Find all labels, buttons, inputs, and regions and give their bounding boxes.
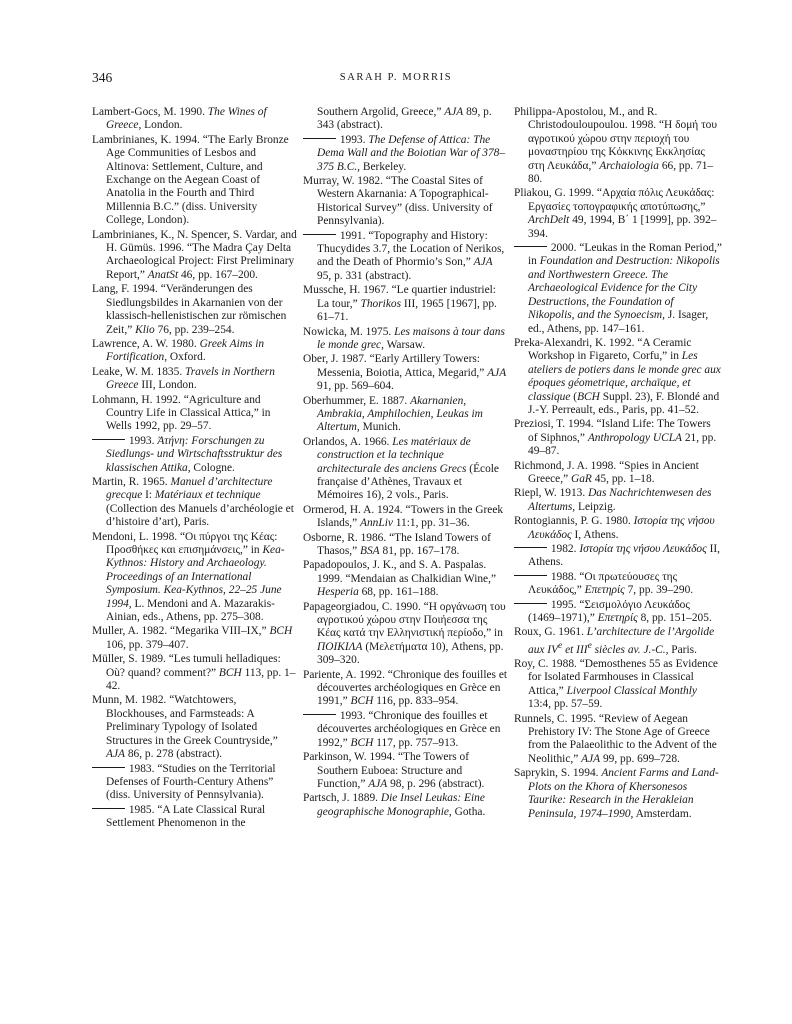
entry-author: Lambert-Gocs, M. 1990. xyxy=(92,106,205,118)
entry-text: “Chronique des fouilles et découvertes archéologiques en Grèce en 1991,” BCH 116, pp. 833–954. xyxy=(317,668,508,708)
entry-text: “Spies in Ancient Greece,” GaR 45, pp. 1–18. xyxy=(528,459,699,485)
entry-author: Müller, S. 1989. xyxy=(92,653,166,666)
bibliography-entry xyxy=(303,353,508,393)
entry-text: “Η οργάνωση του αγροτικού χώρου στην Ποιήεσσα της Κέας κατά την Ελληνιστική περίοδο,” in ΠΟΙΚΙΛΑ (Μελετήματα 10), Athens, pp. 309–320. xyxy=(317,600,506,667)
bibliography-entry xyxy=(303,792,508,819)
same-author-dash xyxy=(514,246,547,247)
entry-author: Lohmann, H. 1992. xyxy=(92,393,181,406)
entry-text: “Review of Aegean Prehistory IV: The Stone Age of Greece from the Palaeolithic to the Advent of the Neolithic,” AJA 99, pp. 699–728. xyxy=(528,712,717,765)
same-author-dash xyxy=(514,547,547,548)
entry-text: “The Early Bronze Age Communities of Lesbos and Altinova: Settlement, Culture, and Exchange on the Aegean Coast of Anatolia in the Fourth and Third Millennia B.C.” (diss. University College, London). xyxy=(106,133,289,227)
bibliography-entry xyxy=(303,710,508,750)
bibliography-entry xyxy=(303,134,508,174)
bibliography-entry xyxy=(303,559,508,599)
bibliography-entry xyxy=(303,601,508,668)
entry-text: “Veränderungen des Siedlungsbildes in Akarnanien von der klassisch-hellenistischen zur römischen Zeit,” Klio 76, pp. 239–254. xyxy=(106,283,287,336)
bibliography-entry xyxy=(514,187,722,241)
entry-author: Oberhummer, E. 1887. xyxy=(303,394,408,407)
entry-text: 1985. “A Late Classical Rural Settlement Phenomenon in the xyxy=(106,803,266,830)
entry-author: Mussche, H. 1967. xyxy=(303,284,389,297)
bibliography-entry xyxy=(514,337,722,417)
bibliography-entry xyxy=(303,669,508,709)
entry-text: “Agriculture and Country Life in Classical Attica,” in Wells 1992, pp. 29–57. xyxy=(106,393,271,433)
bibliography-entry xyxy=(514,515,722,542)
entry-author: Ormerod, H. A. 1924. xyxy=(303,503,403,516)
entry-author: Muller, A. 1982. xyxy=(92,625,168,638)
bibliography-entry xyxy=(92,531,297,625)
entry-text: “Les tumuli helladiques: Où? quand? comment?” BCH 113, pp. 1–42. xyxy=(106,653,296,693)
bibliography-entry xyxy=(92,476,297,530)
entry-text: Das Nachrichtenwesen des Altertums, Leipzig. xyxy=(528,487,712,513)
bibliography-entry xyxy=(514,487,722,514)
same-author-dash xyxy=(92,808,125,809)
entry-text: “Le quartier industriel: La tour,” Thorikos III, 1965 [1967], pp. 61–71. xyxy=(317,284,497,324)
entry-text: Die Insel Leukas: Eine geographische Monographie, Gotha. xyxy=(317,792,486,818)
entry-text: “Οι πύργοι της Κέας: Προσθήκες και επισημάνσεις,” in Kea-Kythnos: History and Archaeology. Proceedings of an International Symposium. Kea-Kythnos, 22–25 June 1994, L. Mendoni and A. Mazarakis-Ainian, eds., Athens, pp. 275–308. xyxy=(106,530,285,624)
entry-author: Riepl, W. 1913. xyxy=(514,487,586,500)
bibliography-entry xyxy=(92,394,297,434)
entry-text: “The Island Towers of Thasos,” BSA 81, pp. 167–178. xyxy=(317,531,491,557)
entry-author: Ober, J. 1987. xyxy=(303,353,367,366)
entry-author: Lawrence, A. W. 1980. xyxy=(92,337,197,350)
entry-author: Lambrinianes, K. 1994. xyxy=(92,133,200,146)
bibliography-entry xyxy=(303,504,508,531)
entry-author: Osborne, R. 1986. xyxy=(303,531,387,544)
entry-text: 1993. Ἀτήνη: Forschungen zu Siedlungs- und Wirtschaftsstruktur des klassischen Attika, Cologne. xyxy=(106,434,283,474)
bibliography-entry xyxy=(303,106,508,133)
entry-author: Pariente, A. 1992. xyxy=(303,668,385,681)
entry-text: L’architecture de l’Argolide aux IVe et IIIe siècles av. J.-C., Paris. xyxy=(528,626,715,656)
entry-author: Rontogiannis, P. G. 1980. xyxy=(514,515,631,528)
entry-text: “Early Artillery Towers: Messenia, Boiotia, Attica, Megarid,” AJA 91, pp. 569–604. xyxy=(317,353,507,393)
entry-author: Leake, W. M. 1835. xyxy=(92,365,183,378)
entry-author: Papadopoulos, J. K., and S. A. Paspalas. 1999. xyxy=(303,559,487,585)
bibliography-entry xyxy=(92,435,297,475)
entry-text: “Mendaian as Chalkidian Wine,” Hesperia 68, pp. 161–188. xyxy=(317,572,497,599)
bibliography-entry xyxy=(514,658,722,712)
entry-text: Travels in Northern Greece III, London. xyxy=(106,365,275,392)
bibliography-entry xyxy=(92,366,297,393)
same-author-dash xyxy=(514,575,547,576)
bibliography-column-1 xyxy=(92,106,297,832)
entry-text: 1982. Ιστορία της νήσου Λευκάδος II, Athens. xyxy=(528,543,721,569)
bibliography-entry xyxy=(514,460,722,487)
entry-author: Saprykin, S. 1994. xyxy=(514,767,599,780)
same-author-dash xyxy=(92,767,125,768)
entry-author: Runnels, C. 1995. xyxy=(514,712,596,725)
bibliography-entry xyxy=(92,229,297,283)
entry-author: Martin, R. 1965. xyxy=(92,475,168,488)
bibliography-entry xyxy=(303,175,508,229)
entry-text: 1995. “Σεισμολόγιο Λευκάδος (1469–1971),” Επετηρίς 8, pp. 151–205. xyxy=(528,598,712,625)
entry-text: Greek Aims in Fortification, Oxford. xyxy=(106,337,265,364)
entry-text: 2000. “Leukas in the Roman Period,” in Foundation and Destruction: Nikopolis and Northwestern Greece. The Archaeological Evidence for the City Destructions, the Foundation of Nikopolis, and the Synoecism, J. Isager, ed., Athens, pp. 147–161. xyxy=(528,242,722,335)
bibliography-entry xyxy=(514,713,722,767)
entry-text: Les maisons à tour dans le monde grec, Warsaw. xyxy=(317,325,505,351)
entry-text: “Megarika VIII–IX,” BCH 106, pp. 379–407. xyxy=(106,625,293,651)
entry-text: “Watchtowers, Blockhouses, and Farmsteads: A Preliminary Typology of Isolated Structures in the Greek Countryside,” AJA 86, p. 278 (abstract). xyxy=(106,694,278,761)
bibliography-entry xyxy=(92,338,297,365)
entry-text: Southern Argolid, Greece,” AJA 89, p. 343 (abstract). xyxy=(317,106,492,132)
entry-author: Preziosi, T. 1994. xyxy=(514,418,594,431)
same-author-dash xyxy=(514,603,547,604)
bibliography-entry xyxy=(303,284,508,324)
entry-text: 1993. The Defense of Attica: The Dema Wall and the Boiotian War of 378–375 B.C., Berkeley. xyxy=(317,133,506,173)
entry-text: “A Ceramic Workshop in Figareto, Corfu,” in Les ateliers de potiers dans le monde grec aux époques géometrique, archaïque, et classique (BCH Suppl. 23), F. Blondé and J.-Y. Perreault, eds., Paris, pp. 41–52. xyxy=(528,336,721,416)
running-head: SARAH P. MORRIS xyxy=(339,72,453,83)
bibliography-entry xyxy=(514,626,722,657)
entry-author: Preka-Alexandri, K. 1992. xyxy=(514,336,635,349)
bibliography-entry xyxy=(303,751,508,791)
bibliography-entry xyxy=(514,242,722,336)
bibliography-entry xyxy=(303,532,508,559)
same-author-dash xyxy=(303,234,336,235)
bibliography-entry xyxy=(92,106,297,133)
bibliography-entry xyxy=(303,326,508,353)
bibliography-entry xyxy=(514,571,722,598)
entry-text: Ancient Farms and Land-Plots on the Khora of Khersonesos Taurike: Research in the Herakleian Peninsula, 1974–1990, Amsterdam. xyxy=(528,767,719,820)
bibliography-entry xyxy=(303,436,508,503)
entry-author: Murray, W. 1982. xyxy=(303,175,383,188)
bibliography-entry xyxy=(514,106,722,186)
entry-author: Lang, F. 1994. xyxy=(92,283,158,296)
entry-text: The Wines of Greece, London. xyxy=(106,106,267,132)
entry-text: “Demosthenes 55 as Evidence for Isolated Farmhouses in Classical Attica,” Liverpool Classical Monthly 13:4, pp. 57–59. xyxy=(528,658,718,711)
entry-text: 1991. “Topography and History: Thucydides 3.7, the Location of Nerikos, and the Death of Phormio’s Son,” AJA 95, p. 331 (abstract). xyxy=(317,229,505,282)
entry-author: Orlandos, A. 1966. xyxy=(303,435,390,448)
entry-author: Philippa-Apostolou, M., and R. Christodouloupoulou. 1998. xyxy=(514,106,658,132)
entry-text: Akarnanien, Ambrakia, Amphilochien, Leukas im Altertum, Munich. xyxy=(317,394,483,434)
bibliography-entry xyxy=(92,804,297,831)
entry-author: Papageorgiadou, C. 1990. xyxy=(303,600,421,613)
same-author-dash xyxy=(303,138,336,139)
bibliography-entry xyxy=(514,767,722,821)
entry-author: Munn, M. 1982. xyxy=(92,694,167,707)
entry-author: Parkinson, W. 1994. xyxy=(303,751,396,764)
same-author-dash xyxy=(92,439,125,440)
entry-text: “The Coastal Sites of Western Akarnania: A Topographical-Historical Survey” (diss. University of Pennsylvania). xyxy=(317,175,493,228)
bibliography-entry xyxy=(303,230,508,284)
entry-text: Les matériaux de construction et la technique architecturale des anciens Grecs (École française d’Athènes, Travaux et Mémoires 16), 2 vols., Paris. xyxy=(317,435,499,502)
bibliography-entry xyxy=(92,694,297,761)
entry-text: “The Madra Çay Delta Archaeological Project: First Preliminary Report,” AnatSt 46, pp. 167–200. xyxy=(106,242,295,281)
bibliography-entry xyxy=(92,653,297,693)
entry-author: Partsch, J. 1889. xyxy=(303,792,378,805)
bibliography-entry xyxy=(514,543,722,570)
entry-text: 1993. “Chronique des fouilles et découvertes archéologiques en Grèce en 1992,” BCH 117, pp. 757–913. xyxy=(317,709,501,749)
bibliography-entry xyxy=(92,134,297,228)
entry-author: Richmond, J. A. 1998. xyxy=(514,459,617,472)
bibliography-column-2 xyxy=(303,106,508,820)
entry-author: Pliakou, G. 1999. xyxy=(514,187,595,200)
entry-text: “Island Life: The Towers of Siphnos,” Anthropology UCLA 21, pp. 49–87. xyxy=(528,418,717,458)
entry-author: Mendoni, L. 1998. xyxy=(92,530,178,543)
page-number: 346 xyxy=(92,70,113,85)
page-header xyxy=(92,70,700,86)
entry-author: Roy, C. 1988. xyxy=(514,658,577,671)
bibliography-entry xyxy=(514,418,722,458)
entry-text: “The Towers of Southern Euboea: Structure and Function,” AJA 98, p. 296 (abstract). xyxy=(317,751,485,790)
entry-text: “Η δομή του αγροτικού χώρου στην περιοχή του μοναστηρίου της Κόκκινης Εκκλησίας στη Λευκάδα,” Archaiologia 66, pp. 71–80. xyxy=(528,119,718,186)
same-author-dash xyxy=(303,714,336,715)
entry-text: “Αρχαία πόλις Λευκάδας: Εργασίες τοπογραφικής αποτύπωσης,” ArchDelt 49, 1994, Β΄ 1 [1999], pp. 392–394. xyxy=(528,187,717,240)
bibliography-entry xyxy=(92,283,297,337)
entry-text: Manuel d’architecture grecque I: Matériaux et technique (Collection des Manuels d’archéologie et d’histoire d’art), Paris. xyxy=(106,475,294,529)
entry-text: 1983. “Studies on the Territorial Defenses of Fourth-Century Athens” (diss. University of Pennsylvania). xyxy=(106,762,276,802)
bibliography-column-3 xyxy=(514,106,722,822)
entry-author: Roux, G. 1961. xyxy=(514,626,584,639)
bibliography-entry xyxy=(92,625,297,652)
bibliography-entry xyxy=(303,395,508,435)
entry-text: 1988. “Οι πρωτεύουσες της Λευκάδος,” Επετηρίς 7, pp. 39–290. xyxy=(528,570,694,597)
bibliography-entry xyxy=(514,599,722,626)
entry-text: “Towers in the Greek Islands,” AnnLiv 11:1, pp. 31–36. xyxy=(317,503,504,530)
bibliography-entry xyxy=(92,763,297,803)
entry-text: Ιστορία της νήσου Λευκάδος I, Athens. xyxy=(528,515,715,541)
entry-author: Nowicka, M. 1975. xyxy=(303,325,392,338)
entry-author: Lambrinianes, K., N. Spencer, S. Vardar, and H. Gümüs. 1996. xyxy=(92,228,297,255)
